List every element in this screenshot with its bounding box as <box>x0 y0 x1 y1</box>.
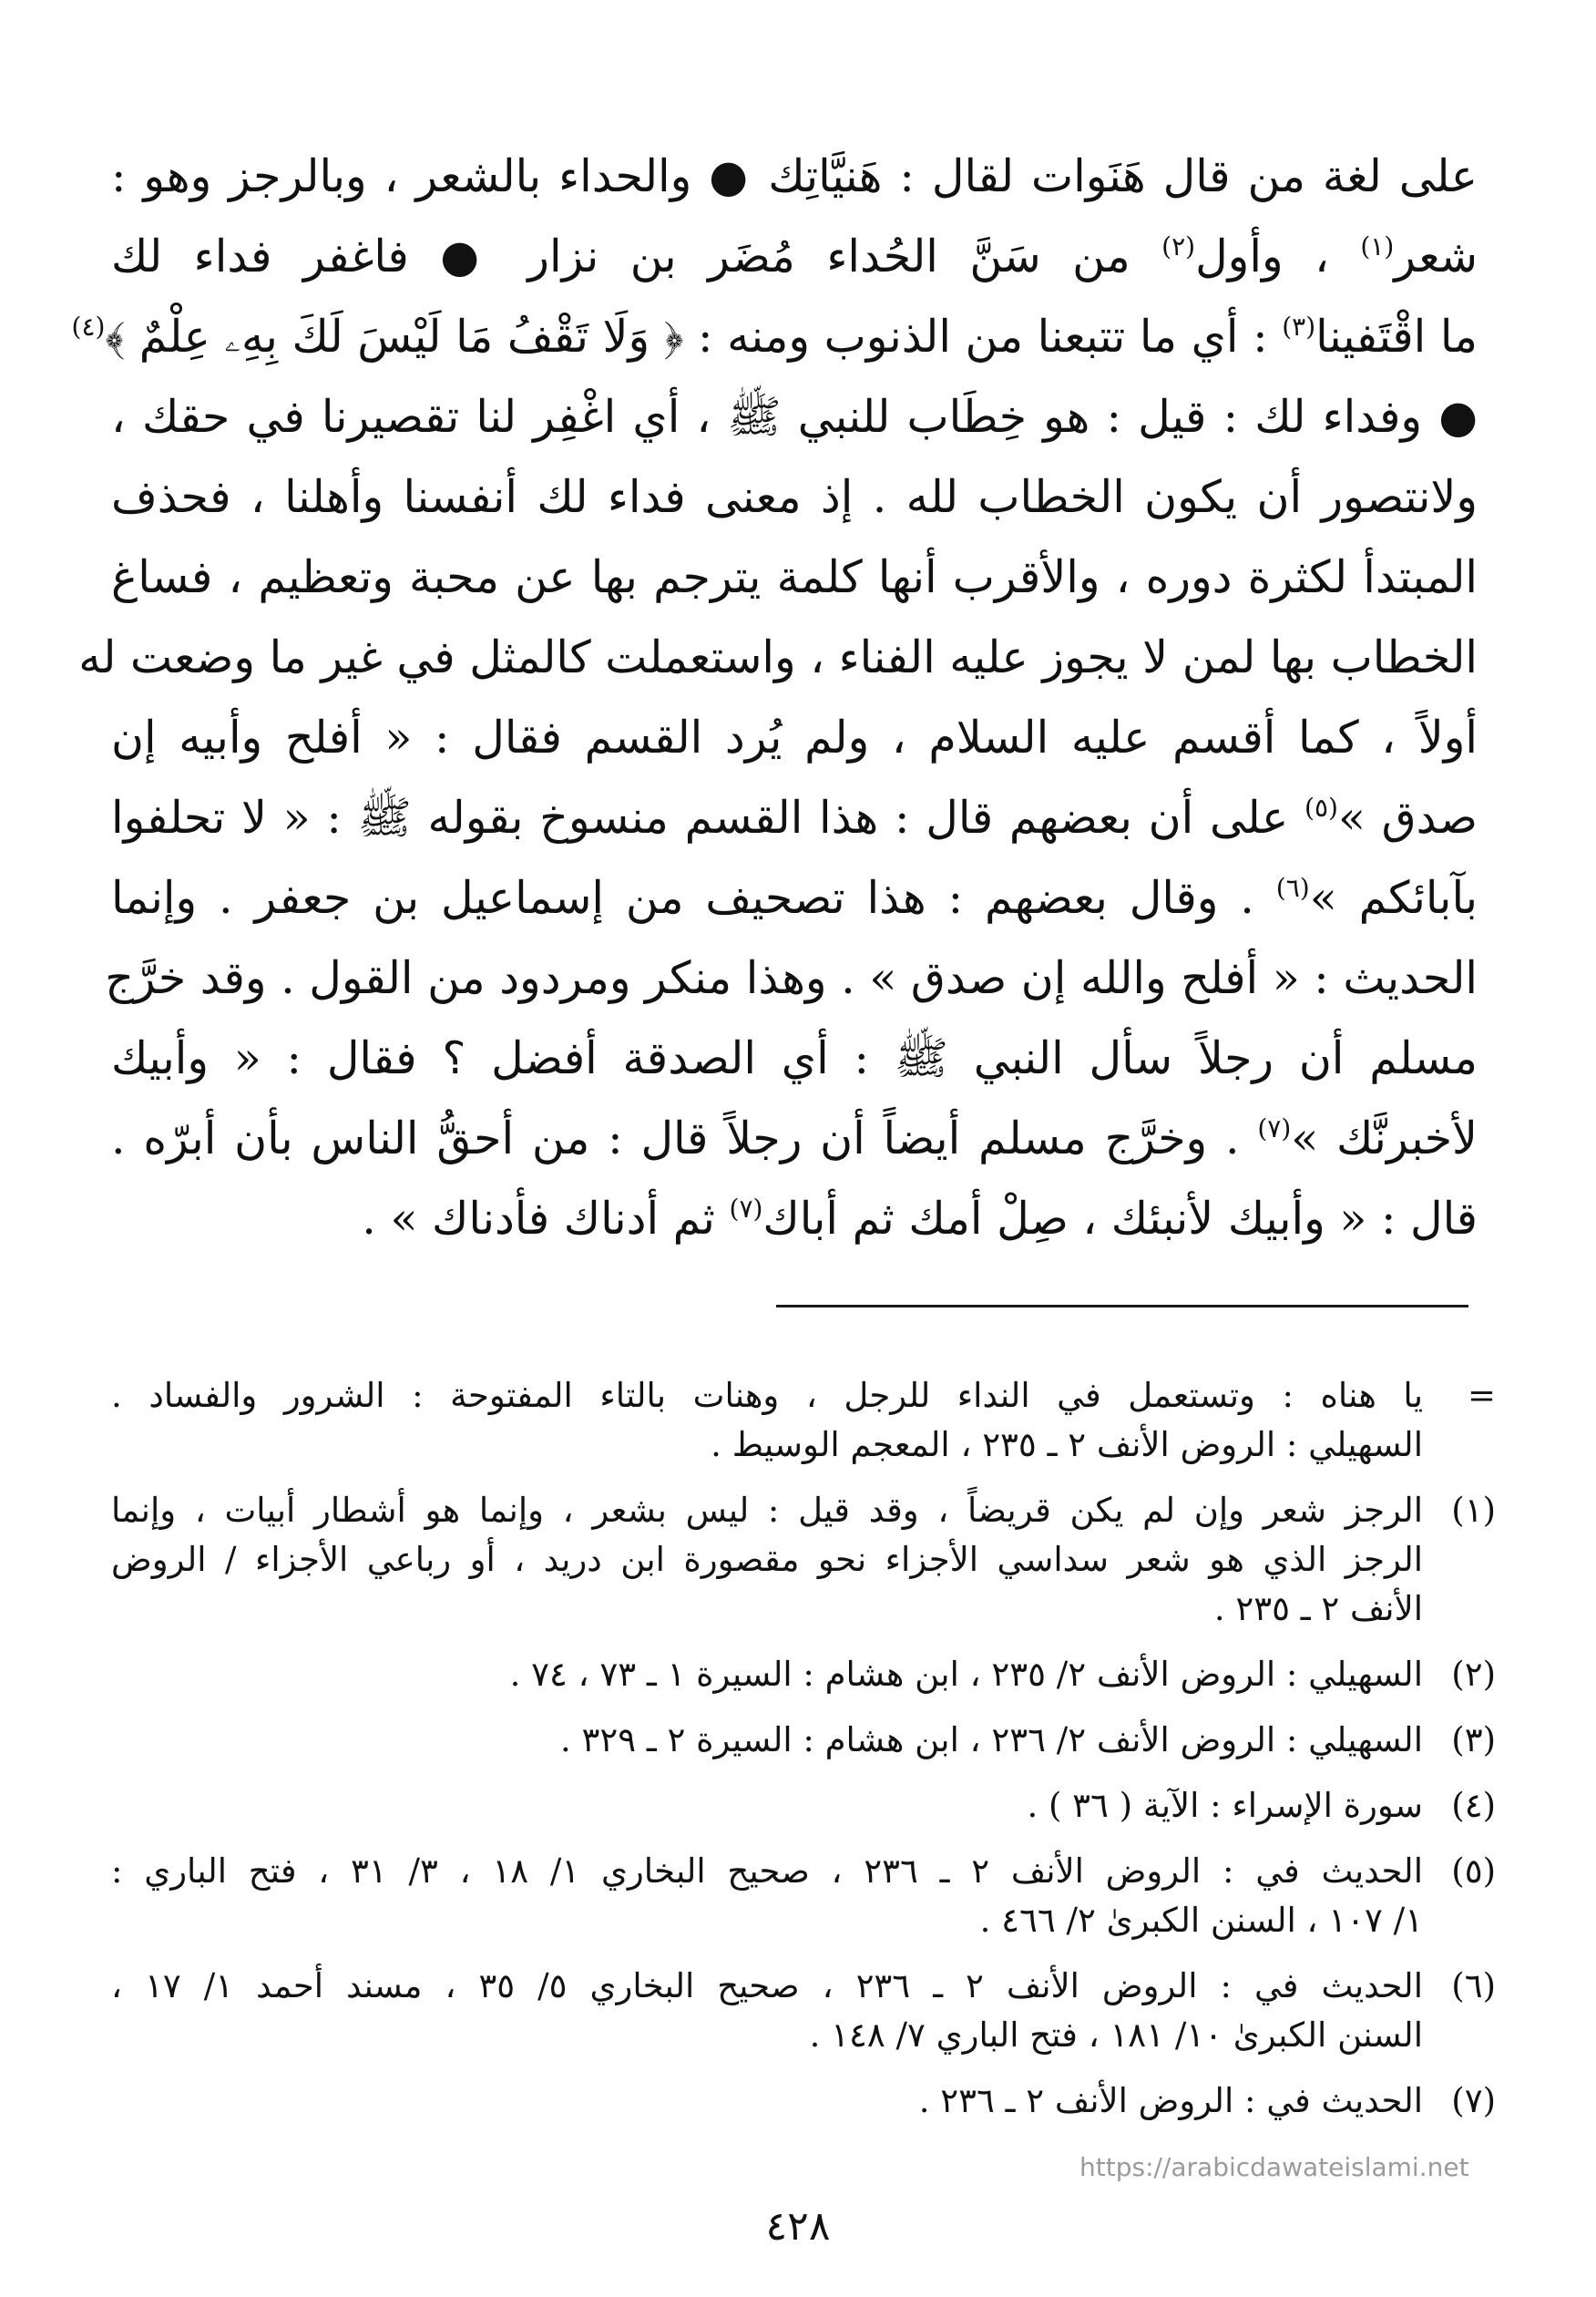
footnote-line: السهيلي : الروض الأنف ٢/ ٢٣٥ ، ابن هشام : السيرة ١ ـ ٧٣ ، ٧٤ . <box>509 1655 1423 1694</box>
footnote-line: ١/ ١٠٧ ، السنن الكبرىٰ ٢/ ٤٦٦ . <box>979 1901 1423 1940</box>
footnote-number: (٦) <box>1451 1966 1496 2005</box>
footnote-ref-3[interactable]: (٣) <box>1282 312 1316 342</box>
footnote-1 <box>111 1486 1496 1634</box>
text-segment: ثم أدناك فأدناك » . <box>362 1193 730 1245</box>
footnote-line: الرجز شعر وإن لم يكن قريضاً ، وقد قيل : ليس بشعر ، وإنما هو أشطار أبيات ، وإنما <box>111 1491 1423 1530</box>
footnote-ref-2[interactable]: (٢) <box>1161 231 1196 261</box>
footnote-body <box>111 1962 1423 2060</box>
text-segment: صدق » <box>1337 792 1478 844</box>
text-line-2 <box>111 217 1478 297</box>
footnote-number: (٧) <box>1451 2081 1496 2120</box>
footnote-body <box>111 1781 1423 1830</box>
text-line-10 <box>111 858 1478 938</box>
text-line-1: على لغة من قال هَنَوات لقال : هَنيَّاتِك ● والحداء بالشعر ، وبالرجز وهو : <box>111 150 1478 202</box>
text-segment: بآبائكم » <box>1309 872 1478 924</box>
text-line-11: الحديث : « أفلح والله إن صدق » . وهذا منكر ومردود من القول . وقد خرَّج <box>105 952 1478 1004</box>
text-line-6: المبتدأ لكثرة دوره ، والأقرب أنها كلمة يترجم بها عن محبة وتعظيم ، فساغ <box>111 551 1478 603</box>
text-segment: لأخبرنَّك » <box>1291 1113 1478 1164</box>
main-text <box>71 137 1478 1259</box>
footnote-ref-1[interactable]: (١) <box>1360 231 1395 261</box>
watermark-url: https://arabicdawateislami.net <box>1079 2152 1469 2182</box>
text-segment: : أي ما تتبعنا من الذنوب ومنه : ﴿ وَلَا تَقْفُ مَا لَيْسَ لَكَ بِهِۦ عِلْمٌ ﴾ <box>105 311 1283 363</box>
text-segment: ما اقْتَفينا <box>1315 311 1478 363</box>
text-segment: من سَنَّ الحُداء مُضَر بن نزار ● فاغفر فداء لك <box>111 231 1162 282</box>
footnotes <box>111 1371 1496 2142</box>
text-segment: على أن بعضهم قال : هذا القسم منسوخ بقوله ﷺ : « لا تحلفوا <box>111 792 1305 844</box>
footnote-ref-5[interactable]: (٥) <box>1304 793 1338 823</box>
text-line-13 <box>111 1099 1478 1179</box>
footnote-line: السهيلي : الروض الأنف ٢ ـ ٢٣٥ ، المعجم الوسيط . <box>711 1425 1423 1464</box>
footnote-ref-6[interactable]: (٦) <box>1275 873 1310 903</box>
footnote-line: السهيلي : الروض الأنف ٢/ ٢٣٦ ، ابن هشام : السيرة ٢ ـ ٣٢٩ . <box>559 1720 1423 1759</box>
footnote-body <box>111 1716 1423 1765</box>
text-segment: . وقال بعضهم : هذا تصحيف من إسماعيل بن جعفر . وإنما <box>111 872 1276 924</box>
text-line-4: ● وفداء لك : قيل : هو خِطَاب للنبي ﷺ ، أي اغْفِر لنا تقصيرنا في حقك ، <box>111 391 1478 443</box>
footnote-7 <box>111 2077 1496 2126</box>
footnote-line: الرجز الذي هو شعر سداسي الأجزاء نحو مقصورة ابن دريد ، أو رباعي الأجزاء / الروض <box>111 1540 1423 1579</box>
footnote-3 <box>111 1716 1496 1765</box>
text-line-14 <box>111 1179 1478 1259</box>
text-segment: شعر <box>1394 231 1478 282</box>
footnote-body <box>111 1371 1423 1470</box>
footnote-number: (٢) <box>1451 1655 1496 1694</box>
footnote-4 <box>111 1781 1496 1830</box>
footnote-number: (١) <box>1451 1491 1496 1530</box>
footnote-number: (٣) <box>1451 1720 1496 1759</box>
footnote-body <box>111 1650 1423 1699</box>
footnote-line: السنن الكبرىٰ ١٠/ ١٨١ ، فتح الباري ٧/ ١٤٨ . <box>809 2015 1423 2055</box>
text-line-7: الخطاب بها لمن لا يجوز عليه الفناء ، واستعملت كالمثل في غير ما وضعت له <box>78 631 1478 683</box>
footnote-number: (٤) <box>1451 1786 1496 1825</box>
footnote-line: الأنف ٢ ـ ٢٣٥ . <box>1213 1589 1423 1628</box>
text-line-5: ولانتصور أن يكون الخطاب لله . إذ معنى فداء لك أنفسنا وأهلنا ، فحذف <box>111 471 1478 523</box>
footnote-number: = <box>1467 1376 1496 1415</box>
footnote-line: سورة الإسراء : الآية ( ٣٦ ) . <box>1027 1786 1423 1825</box>
text-segment: ، وأول <box>1195 231 1361 282</box>
footnote-2 <box>111 1650 1496 1699</box>
text-segment: قال : « وأبيك لأنبئك ، صِلْ أمك ثم أباك <box>762 1193 1478 1245</box>
text-line-9 <box>111 778 1478 858</box>
text-line-8: أولاً ، كما أقسم عليه السلام ، ولم يُرد القسم فقال : « أفلح وأبيه إن <box>111 712 1478 764</box>
footnote-5 <box>111 1847 1496 1945</box>
text-line-3 <box>71 297 1478 377</box>
text-line-12: مسلم أن رجلاً سأل النبي ﷺ : أي الصدقة أفضل ؟ فقال : « وأبيك <box>111 1032 1478 1084</box>
footnote-ref-4[interactable]: (٤) <box>71 312 106 342</box>
footnote-divider <box>776 1305 1468 1307</box>
footnote-body <box>111 1486 1423 1634</box>
footnote-continuation <box>111 1371 1496 1470</box>
footnote-line: يا هناه : وتستعمل في النداء للرجل ، وهنات بالتاء المفتوحة : الشرور والفساد . <box>111 1376 1423 1415</box>
page-number: ٤٢٨ <box>765 2203 831 2250</box>
footnote-line: الحديث في : الروض الأنف ٢ ـ ٢٣٦ ، صحيح البخاري ١/ ١٨ ، ٣/ ٣١ ، فتح الباري : <box>111 1851 1423 1891</box>
footnote-number: (٥) <box>1451 1851 1496 1891</box>
footnote-line: الحديث في : الروض الأنف ٢ ـ ٢٣٦ . <box>918 2081 1423 2120</box>
footnote-ref-7[interactable]: (٧) <box>1257 1113 1292 1143</box>
footnote-6 <box>111 1962 1496 2060</box>
footnote-body <box>111 1847 1423 1945</box>
footnote-body <box>111 2077 1423 2126</box>
footnote-line: الحديث في : الروض الأنف ٢ ـ ٢٣٦ ، صحيح البخاري ٥/ ٣٥ ، مسند أحمد ١/ ١٧ ، <box>111 1966 1423 2005</box>
footnote-ref-7b[interactable]: (٧) <box>729 1194 763 1224</box>
text-segment: . وخرَّج مسلم أيضاً أن رجلاً قال : من أحقُّ الناس بأن أبرّه . <box>111 1113 1258 1164</box>
